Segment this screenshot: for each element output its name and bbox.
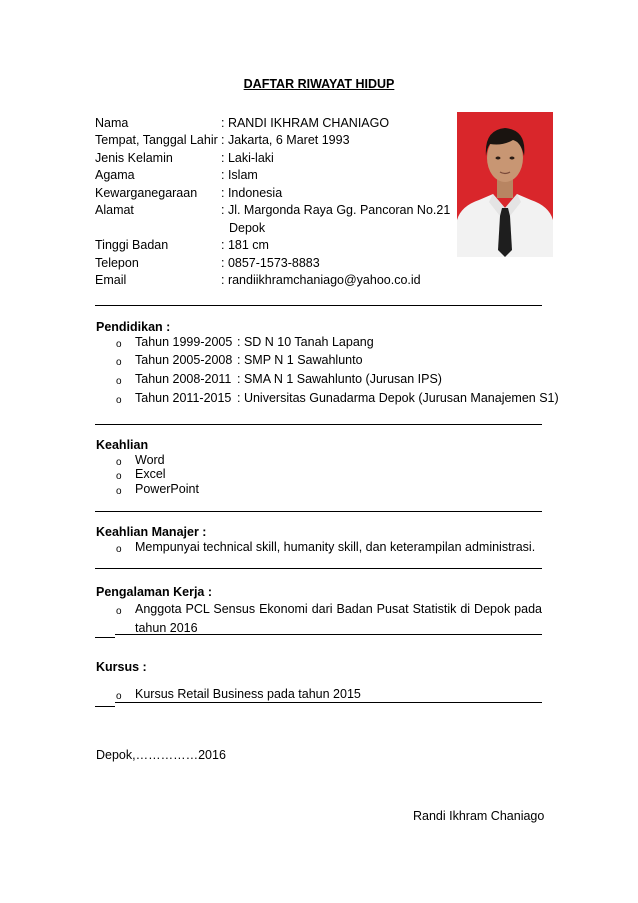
label-email: Email (95, 273, 127, 287)
bullet: o (116, 471, 122, 482)
edu-school: : SD N 10 Tanah Lapang (237, 335, 374, 349)
value-alamat: : Jl. Margonda Raya Gg. Pancoran No.21 (221, 203, 451, 217)
edu-school: : Universitas Gunadarma Depok (Jurusan Manajemen S1) (237, 391, 559, 405)
edu-school: : SMA N 1 Sawahlunto (Jurusan IPS) (237, 372, 442, 386)
label-tinggi: Tinggi Badan (95, 238, 169, 252)
experience-line2: tahun 2016 (135, 621, 198, 635)
document-title: DAFTAR RIWAYAT HIDUP (243, 77, 395, 91)
divider (95, 305, 542, 306)
bullet: o (116, 486, 122, 497)
heading-keahlian: Keahlian (96, 438, 149, 452)
value-alamat-line2: Depok (229, 221, 266, 235)
value-telepon: : 0857-1573-8883 (221, 256, 320, 270)
manager-skill-item: Mempunyai technical skill, humanity skill, dan keterampilan administrasi. (135, 540, 536, 554)
place-date: Depok,……………2016 (96, 748, 226, 762)
value-jenis-kelamin: : Laki-laki (221, 151, 274, 165)
value-agama: : Islam (221, 168, 258, 182)
skill-item: PowerPoint (135, 482, 199, 496)
bullet: o (116, 357, 122, 368)
heading-kursus: Kursus : (96, 660, 147, 674)
bullet: o (116, 457, 122, 468)
bullet: o (116, 376, 122, 387)
divider (95, 424, 542, 425)
edu-school: : SMP N 1 Sawahlunto (237, 353, 363, 367)
edu-year: Tahun 2011-2015 (135, 391, 232, 405)
label-ttl: Tempat, Tanggal Lahir (95, 133, 218, 147)
label-telepon: Telepon (95, 256, 139, 270)
label-kewarganegaraan: Kewarganegaraan (95, 186, 198, 200)
label-alamat: Alamat (95, 203, 134, 217)
value-tinggi: : 181 cm (221, 238, 269, 252)
divider (95, 568, 542, 569)
divider-stub (95, 637, 115, 638)
label-jenis-kelamin: Jenis Kelamin (95, 151, 173, 165)
value-email: : randiikhramchaniago@yahoo.co.id (221, 273, 421, 287)
divider (95, 511, 542, 512)
heading-pengalaman: Pengalaman Kerja : (96, 585, 213, 599)
skill-item: Word (135, 453, 165, 467)
experience-line1: Anggota PCL Sensus Ekonomi dari Badan Pusat Statistik di Depok pada (135, 602, 542, 616)
course-item: Kursus Retail Business pada tahun 2015 (135, 687, 361, 701)
bullet: o (116, 691, 122, 702)
edu-year: Tahun 2005-2008 (135, 353, 233, 367)
edu-year: Tahun 1999-2005 (135, 335, 233, 349)
divider-stub (95, 706, 115, 707)
bullet: o (116, 544, 122, 555)
label-nama: Nama (95, 116, 129, 130)
bullet: o (116, 395, 122, 406)
value-nama: : RANDI IKHRAM CHANIAGO (221, 116, 390, 130)
heading-pendidikan: Pendidikan : (96, 320, 171, 334)
skill-item: Excel (135, 467, 166, 481)
signature-name: Randi Ikhram Chaniago (413, 809, 545, 823)
divider (115, 634, 542, 635)
profile-photo (457, 112, 553, 257)
value-ttl: : Jakarta, 6 Maret 1993 (221, 133, 350, 147)
divider (115, 702, 542, 703)
bullet: o (116, 339, 122, 350)
person-portrait-icon (457, 112, 553, 257)
edu-year: Tahun 2008-2011 (135, 372, 232, 386)
label-agama: Agama (95, 168, 135, 182)
bullet: o (116, 606, 122, 617)
heading-keahlian-manajer: Keahlian Manajer : (96, 525, 207, 539)
value-kewarganegaraan: : Indonesia (221, 186, 283, 200)
